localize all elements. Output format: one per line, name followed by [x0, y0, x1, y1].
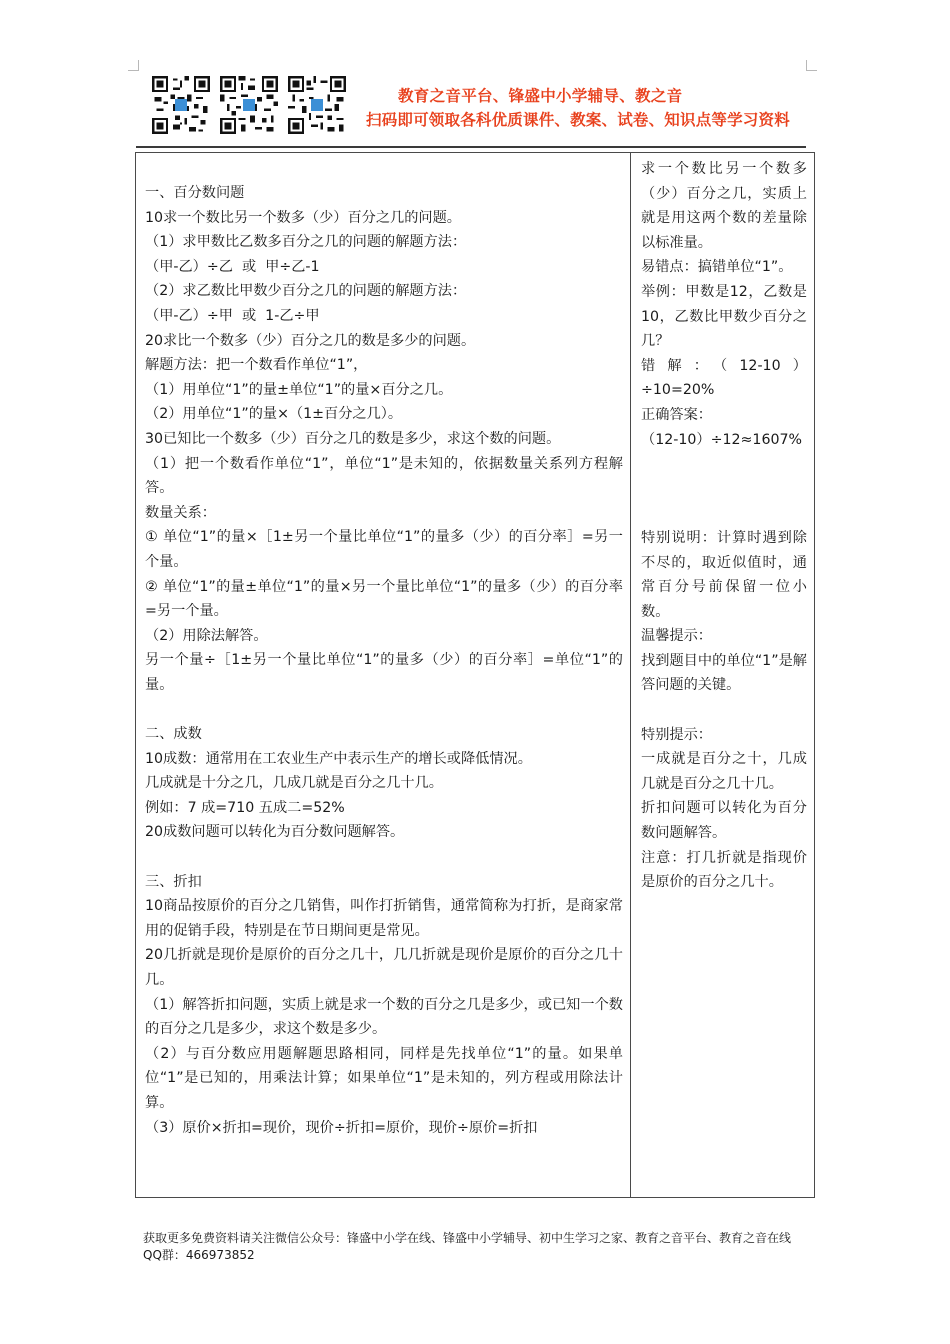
side-notes-column: [641, 157, 807, 895]
qr-code-icon[interactable]: [220, 76, 278, 134]
section-title: 三、折扣: [145, 873, 202, 890]
paragraph: 另一个量÷［1±另一个量比单位“1”的量多（少）的百分率］=单位“1”的量。: [145, 652, 623, 693]
paragraph: 10商品按原价的百分之几销售，叫作打折销售，通常简称为打折，是商家常用的促销手段，特别是在节日期间更是常见。: [145, 898, 623, 939]
crop-mark-top-right: [806, 60, 817, 71]
paragraph: （1）用单位“1”的量±单位“1”的量×百分之几。: [145, 381, 453, 398]
note-label: 正确答案：: [641, 406, 712, 423]
note: （12-10）÷12≈1607%: [641, 431, 803, 448]
note: 折扣问题可以转化为百分数问题解答。: [641, 800, 807, 842]
note: 注意：打几折就是指现价是原价的百分之几十。: [641, 849, 807, 891]
crop-mark-top-left: [128, 60, 139, 71]
paragraph: 例如：7 成=710 五成二=52%: [145, 799, 345, 816]
paragraph: ① 单位“1”的量×［1±另一个量比单位“1”的量多（少）的百分率］=另一个量。: [145, 529, 623, 570]
section-title: 一、百分数问题: [145, 185, 245, 201]
formula: （甲-乙）÷乙 或 甲÷乙-1: [145, 258, 320, 275]
paragraph: 数量关系：: [145, 504, 216, 521]
qr-code-icon[interactable]: [288, 76, 346, 134]
note-label: 特别提示：: [641, 726, 712, 743]
formula: （甲-乙）÷甲 或 1-乙÷甲: [145, 307, 320, 324]
paragraph: 解题方法：把一个数看作单位“1”，: [145, 357, 368, 374]
paragraph: 10求一个数比另一个数多（少）百分之几的问题。: [145, 209, 461, 226]
paragraph: 20几折就是现价是原价的百分之几十，几几折就是现价是原价的百分之几十几。: [145, 947, 623, 988]
paragraph: 10成数：通常用在工农业生产中表示生产的增长或降低情况。: [145, 750, 532, 767]
paragraph: （1）把一个数看作单位“1”，单位“1”是未知的，依据数量关系列方程解答。: [145, 455, 623, 497]
page-footer: 获取更多免费资料请关注微信公众号：锋盛中小学在线、锋盛中小学辅导、初中生学习之家、教育之音平台、教育之音在线 QQ群：466973852: [143, 1231, 792, 1262]
qr-code-icon[interactable]: [152, 76, 210, 134]
column-divider: [630, 153, 631, 1197]
paragraph: 30已知比一个数多（少）百分之几的数是多少，求这个数的问题。: [145, 430, 561, 447]
content-table: [135, 152, 815, 1198]
note: 举例：甲数是12，乙数是10，乙数比甲数少百分之几？: [641, 283, 807, 350]
paragraph: （3）原价×折扣=现价，现价÷折扣=原价，现价÷原价=折扣: [145, 1119, 538, 1136]
note: 易错点：搞错单位“1”。: [641, 259, 793, 276]
banner-subtitle: 扫码即可领取各科优质课件、教案、试卷、知识点等学习资料: [366, 111, 790, 129]
paragraph: 20成数问题可以转化为百分数问题解答。: [145, 824, 405, 841]
page-header-banner: [150, 76, 810, 140]
paragraph: （2）求乙数比甲数少百分之几的问题的解题方法：: [145, 283, 467, 300]
note: 一成就是百分之十，几成几就是百分之几十几。: [641, 751, 807, 792]
paragraph: （1）解答折扣问题，实质上就是求一个数的百分之几是多少，或已知一个数的百分之几是多少，求这个数是多少。: [145, 996, 623, 1038]
note: 求一个数比另一个数多（少）百分之几，实质上就是用这两个数的差量除以标准量。: [641, 161, 807, 251]
note: 错解：（12-10）÷10=20%: [641, 357, 807, 399]
paragraph: ② 单位“1”的量±单位“1”的量×另一个量比单位“1”的量多（少）的百分率=另一个量。: [145, 578, 623, 620]
header-rule: [136, 146, 806, 148]
paragraph: 20求比一个数多（少）百分之几的数是多少的问题。: [145, 332, 476, 349]
note: 找到题目中的单位“1”是解答问题的关键。: [641, 652, 807, 694]
section-title: 二、成数: [145, 726, 202, 743]
main-content-column: [145, 181, 623, 1140]
banner-title: 教育之音平台、锋盛中小学辅导、教之音: [398, 87, 683, 105]
paragraph: （2）与百分数应用题解题思路相同，同样是先找单位“1”的量。如果单位“1”是已知的，用乘法计算；如果单位“1”是未知的，列方程或用除法计算。: [145, 1045, 623, 1111]
note: 特别说明：计算时遇到除不尽的，取近似值时，通常百分号前保留一位小数。: [641, 529, 807, 620]
paragraph: （1）求甲数比乙数多百分之几的问题的解题方法：: [145, 234, 467, 251]
paragraph: 几成就是十分之几，几成几就是百分之几十几。: [145, 775, 443, 792]
note-label: 温馨提示：: [641, 628, 712, 645]
paragraph: （2）用除法解答。: [145, 627, 268, 644]
paragraph: （2）用单位“1”的量×（1±百分之几）。: [145, 406, 403, 423]
